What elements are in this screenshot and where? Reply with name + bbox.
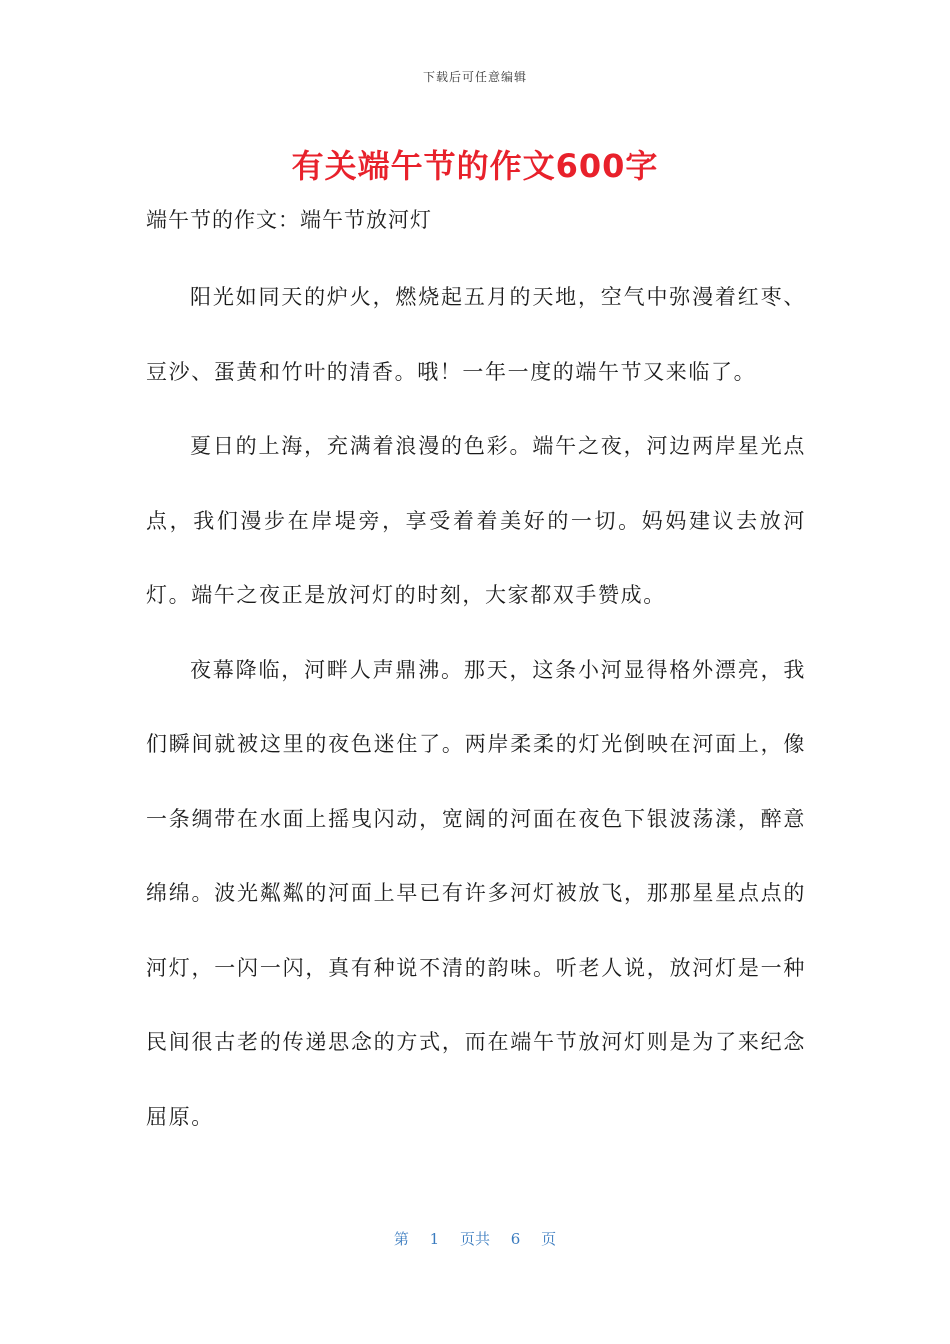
total-pages: 6 <box>510 1230 521 1248</box>
page-number: 1 <box>429 1230 440 1248</box>
page-label-prefix: 第 <box>393 1230 409 1248</box>
document-title: 有关端午节的作文600字 <box>291 147 659 185</box>
header-note: 下载后可任意编辑 <box>422 70 527 84</box>
page-label-mid: 页共 <box>459 1230 490 1248</box>
document-subtitle: 端午节的作文：端午节放河灯 <box>146 208 432 232</box>
page-label-suffix: 页 <box>541 1230 557 1248</box>
document-body <box>146 260 806 1154</box>
page-footer <box>0 1228 950 1249</box>
paragraph: 夏日的上海，充满着浪漫的色彩。端午之夜，河边两岸星光点点，我们漫步在岸堤旁，享受着着美好的一切。妈妈建议去放河灯。端午之夜正是放河灯的时刻，大家都双手赞成。 <box>146 434 806 607</box>
paragraph: 夜幕降临，河畔人声鼎沸。那天，这条小河显得格外漂亮，我们瞬间就被这里的夜色迷住了。两岸柔柔的灯光倒映在河面上，像一条绸带在水面上摇曳闪动，宽阔的河面在夜色下银波荡漾，醉意绵绵。波光粼粼的河面上早已有许多河灯被放飞，那那星星点点的河灯，一闪一闪，真有种说不清的韵味。听老人说，放河灯是一种民间很古老的传递思念的方式，而在端午节放河灯则是为了来纪念屈原。 <box>146 657 806 1129</box>
paragraph: 阳光如同天的炉火，燃烧起五月的天地，空气中弥漫着红枣、豆沙、蛋黄和竹叶的清香。哦！一年一度的端午节又来临了。 <box>146 285 806 384</box>
